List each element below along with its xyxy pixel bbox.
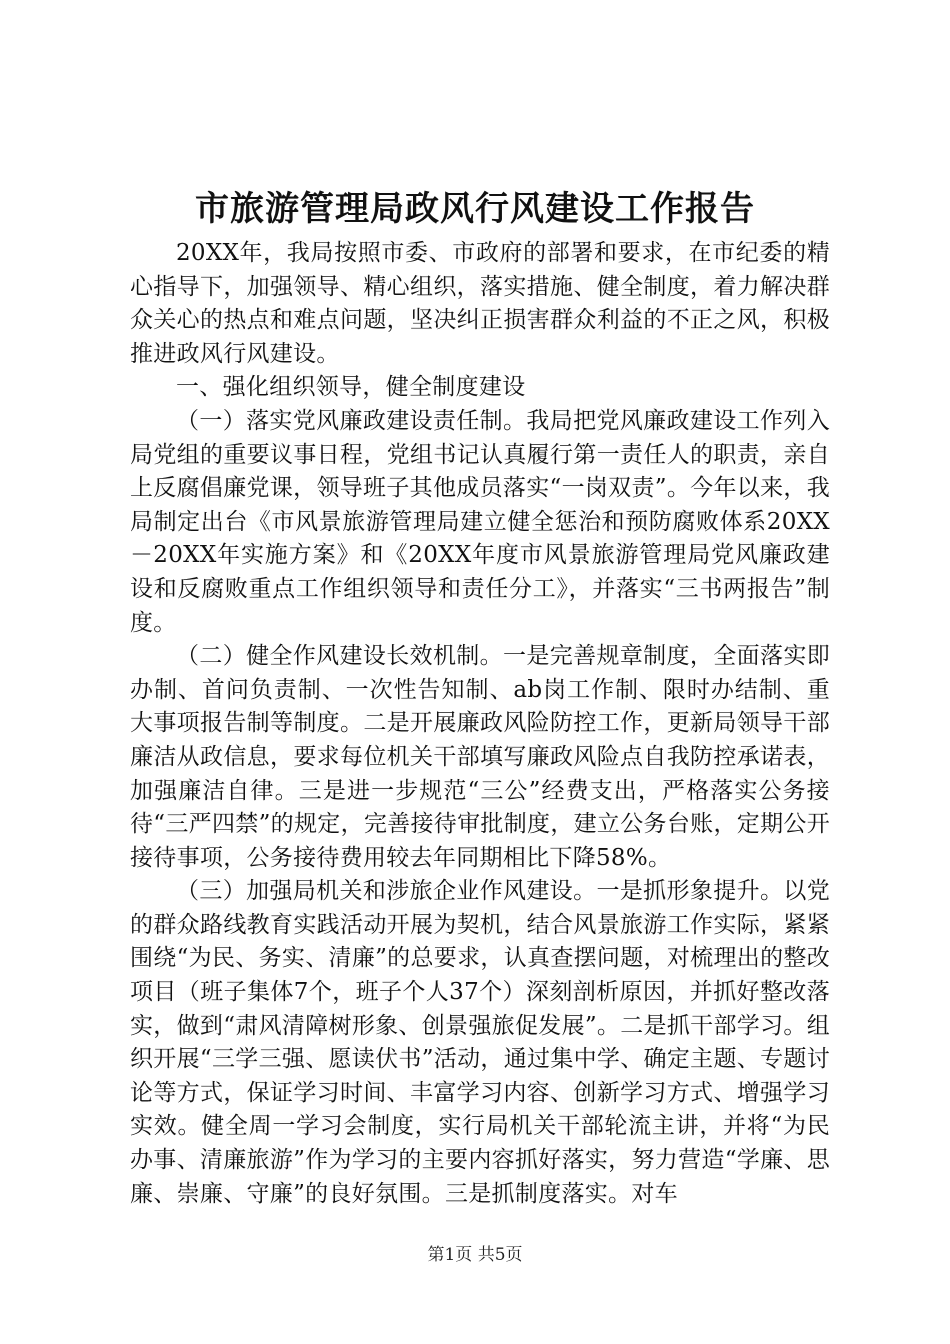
paragraph-item-1: （一）落实党风廉政建设责任制。我局把党风廉政建设工作列入局党组的重要议事日程，党组书记认真履行第一责任人的职责，亲自上反腐倡廉党课，领导班子其他成员落实“一岗双责”。今年以来，我局制定出台《市风景旅游管理局建立健全惩治和预防腐败体系20XX－20XX年实施方案》和《20XX年度市风景旅游管理局党风廉政建设和反腐败重点工作组织领导和责任分工》，并落实“三书两报告”制度。 <box>130 407 830 636</box>
page-footer: 第1页 共5页 <box>427 1245 523 1265</box>
paragraph-item-2: （二）健全作风建设长效机制。一是完善规章制度，全面落实即办制、首问负责制、一次性告知制、ab岗工作制、限时办结制、重大事项报告制等制度。二是开展廉政风险防控工作，更新局领导干部廉洁从政信息，要求每位机关干部填写廉政风险点自我防控承诺表，加强廉洁自律。三是进一步规范“三公”经费支出，严格落实公务接待“三严四禁”的规定，完善接待审批制度，建立公务台账，定期公开接待事项，公务接待费用较去年同期相比下降58%。 <box>130 643 830 871</box>
intro-paragraph: 20XX年，我局按照市委、市政府的部署和要求，在市纪委的精心指导下，加强领导、精心组织，落实措施、健全制度，着力解决群众关心的热点和难点问题，坚决纠正损害群众利益的不正之风，积极推进政风行风建设。 <box>130 240 830 367</box>
paragraph-item-3: （三）加强局机关和涉旅企业作风建设。一是抓形象提升。以党的群众路线教育实践活动开展为契机，结合风景旅游工作实际，紧紧围绕“为民、务实、清廉”的总要求，认真查摆问题，对梳理出的整改项目（班子集体7个，班子个人37个）深刻剖析原因，并抓好整改落实，做到“肃风清障树形象、创景强旅促发展”。二是抓干部学习。组织开展“三学三强、愿读伏书”活动，通过集中学、确定主题、专题讨论等方式，保证学习时间、丰富学习内容、创新学习方式、增强学习实效。健全周一学习会制度，实行局机关干部轮流主讲，并将“为民办事、清廉旅游”作为学习的主要内容抓好落实，努力营造“学廉、思廉、崇廉、守廉”的良好氛围。三是抓制度落实。对车 <box>130 878 830 1207</box>
document-title: 市旅游管理局政风行风建设工作报告 <box>195 189 755 229</box>
document-body <box>130 237 830 1211</box>
section-heading: 一、强化组织领导，健全制度建设 <box>176 374 526 401</box>
